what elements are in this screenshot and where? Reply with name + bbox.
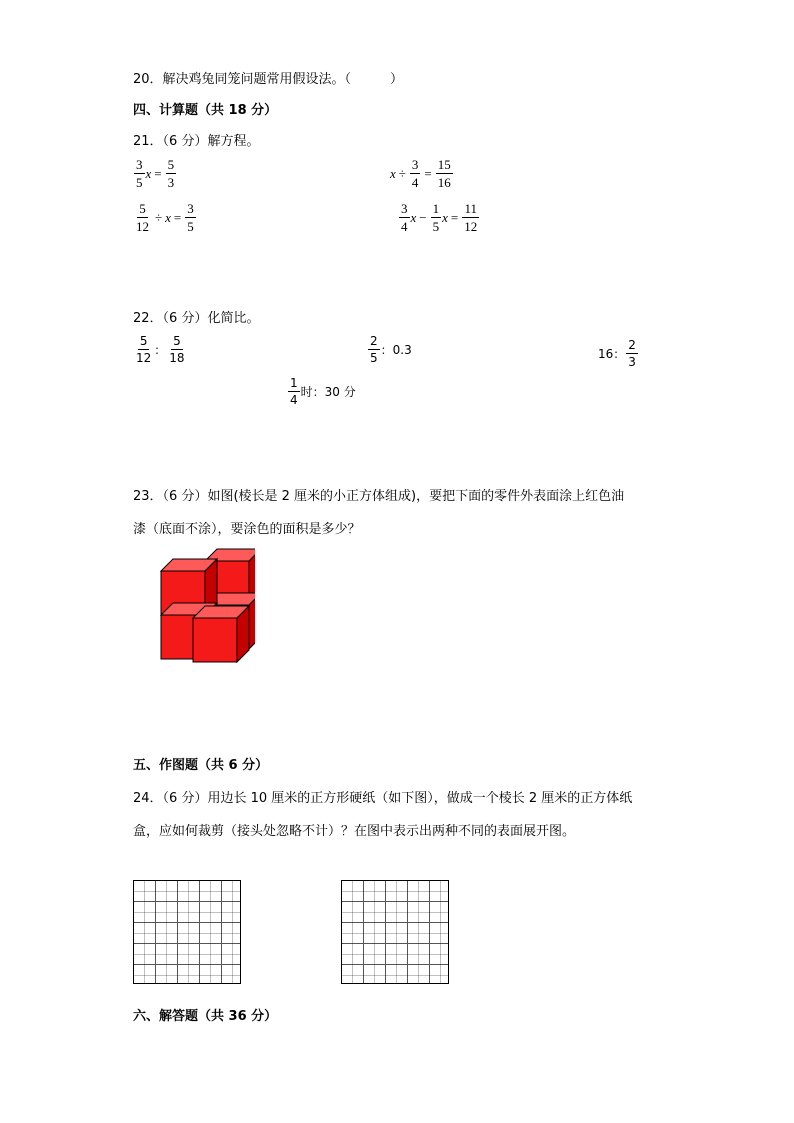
- question-22-title: 22．（6 分）化简比。: [133, 311, 260, 326]
- cube-face: [193, 618, 237, 662]
- question-23-line-1: 23．（6 分）如图(棱长是 2 厘米的小正方体组成)，要把下面的零件外表面涂上红色油: [133, 489, 625, 504]
- ratio-4: $\frac{1}{4}$ 时：30 分: [290, 376, 356, 407]
- fraction: $\frac{15}{16}$: [437, 157, 451, 190]
- fraction: $\frac{1}{5}$: [432, 201, 440, 234]
- section-6-title: 六、解答题（共 36 分）: [133, 1009, 278, 1024]
- fraction: $\frac{11}{12}$: [464, 201, 478, 234]
- equation-3: $\frac{5}{12}$ ÷ x = $\frac{3}{5}$: [136, 201, 194, 234]
- fraction: $\frac{5}{12}$: [136, 201, 149, 234]
- fraction: $\frac{2}{3}$: [628, 338, 636, 369]
- fraction: $\frac{3}{4}$: [401, 201, 408, 234]
- section-4-title: 四、计算题（共 18 分）: [133, 103, 278, 118]
- ratio-2: $\frac{2}{5}$ ：0.3: [370, 334, 412, 365]
- square-grid-left[interactable]: [133, 880, 241, 984]
- fraction: $\frac{5}{3}$: [167, 157, 175, 190]
- square-grid-right[interactable]: [341, 880, 449, 984]
- cube-figure: [155, 543, 255, 665]
- fraction: $\frac{5}{18}$: [169, 334, 185, 365]
- question-20: 20．解决鸡兔同笼问题常用假设法。（ ）: [133, 72, 404, 87]
- fraction: $\frac{3}{5}$: [187, 201, 194, 234]
- equation-2: x ÷ $\frac{3}{4}$ = $\frac{15}{16}$: [390, 157, 451, 190]
- question-23-line-2: 漆（底面不涂），要涂色的面积是多少？: [133, 522, 361, 537]
- equation-1: $\frac{3}{5}$ x = $\frac{5}{3}$: [136, 157, 175, 190]
- ratio-3: 16： $\frac{2}{3}$: [598, 338, 636, 369]
- fraction: $\frac{2}{5}$: [370, 334, 378, 365]
- section-5-title: 五、作图题（共 6 分）: [133, 758, 269, 773]
- fraction: $\frac{5}{12}$: [136, 334, 152, 365]
- fraction: $\frac{3}{5}$: [136, 157, 143, 190]
- fraction: $\frac{1}{4}$: [290, 376, 298, 407]
- equation-4: $\frac{3}{4}$ x − $\frac{1}{5}$ x = $\frac{11}{12}$: [401, 201, 478, 234]
- question-24-line-2: 盒，应如何裁剪（接头处忽略不计）？在图中表示出两种不同的表面展开图。: [133, 824, 576, 839]
- fraction: $\frac{3}{4}$: [411, 157, 419, 190]
- question-21-title: 21．（6 分）解方程。: [133, 134, 260, 149]
- ratio-1: $\frac{5}{12}$ ： $\frac{5}{18}$: [136, 334, 185, 365]
- question-24-line-1: 24．（6 分）用边长 10 厘米的正方形硬纸（如下图），做成一个棱长 2 厘米的正方体纸: [133, 791, 633, 806]
